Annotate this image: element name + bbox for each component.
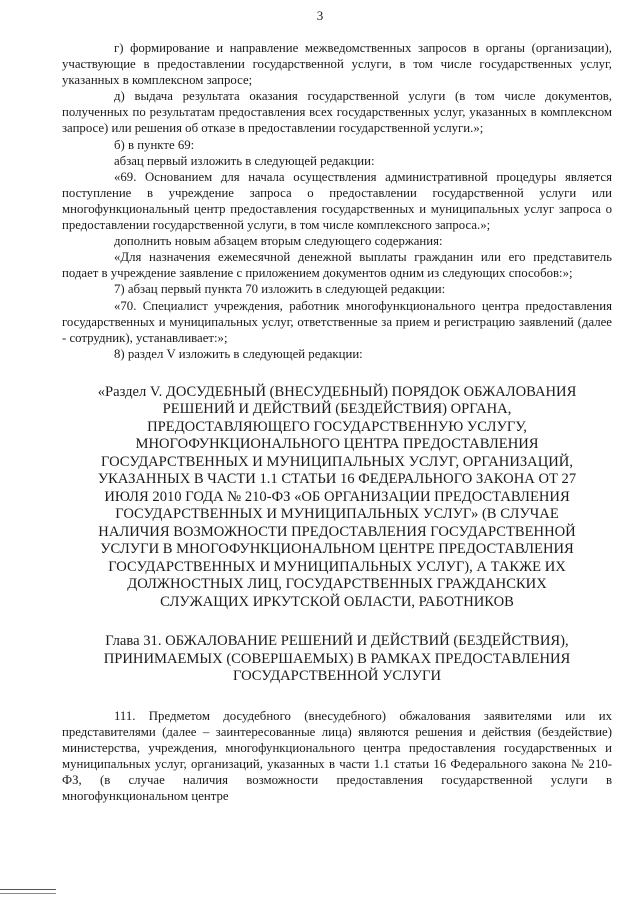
section-heading: «Раздел V. ДОСУДЕБНЫЙ (ВНЕСУДЕБНЫЙ) ПОРЯДОК ОБЖАЛОВАНИЯ РЕШЕНИЙ И ДЕЙСТВИЙ (БЕЗДЕЙСТВИЯ) ОРГАНА, ПРЕДОСТАВЛЯЮЩЕГО ГОСУДАРСТВЕННУЮ УСЛУГУ, МНОГОФУНКЦИОНАЛЬНОГО ЦЕНТРА ПРЕДОСТАВЛЕНИЯ ГОСУДАРСТВЕННЫХ И МУНИЦИПАЛЬНЫХ УСЛУГ, ОРГАНИЗАЦИЙ, УКАЗАННЫХ В ЧАСТИ 1.1 СТАТЬИ 16 ФЕДЕРАЛЬНОГО ЗАКОНА ОТ 27 ИЮЛЯ 2010 ГОДА № 210-ФЗ «ОБ ОРГАНИЗАЦИИ ПРЕДОСТАВЛЕНИЯ ГОСУДАРСТВЕННЫХ И МУНИЦИПАЛЬНЫХ УСЛУГ» (В СЛУЧАЕ НАЛИЧИЯ ВОЗМОЖНОСТИ ПРЕДОСТАВЛЕНИЯ ГОСУДАРСТВЕННОЙ УСЛУГИ В МНОГОФУНКЦИОНАЛЬНОМ ЦЕНТРЕ ПРЕДОСТАВЛЕНИЯ ГОСУДАРСТВЕННЫХ И МУНИЦИПАЛЬНЫХ УСЛУГ), А ТАКЖЕ ИХ ДОЛЖНОСТНЫХ ЛИЦ, ГОСУДАРСТВЕННЫХ ГРАЖДАНСКИХ СЛУЖАЩИХ ИРКУТСКОЙ ОБЛАСТИ, РАБОТНИКОВ — [97, 383, 577, 610]
paragraph-item-7: 7) абзац первый пункта 70 изложить в следующей редакции: — [114, 282, 446, 297]
paragraph-70: «70. Специалист учреждения, работник многофункционального центра предоставления государственных и муниципальных услуг, ответственные за прием и регистрацию заявлений (далее - сотрудник), устанавливает:»; — [62, 298, 612, 345]
paragraph-abzac-first: абзац первый изложить в следующей редакции: — [114, 153, 375, 168]
chapter-heading: Глава 31. ОБЖАЛОВАНИЕ РЕШЕНИЙ И ДЕЙСТВИЙ (БЕЗДЕЙСТВИЯ), ПРИНИМАЕМЫХ (СОВЕРШАЕМЫХ) В РАМКАХ ПРЕДОСТАВЛЕНИЯ ГОСУДАРСТВЕННОЙ УСЛУГИ — [103, 633, 571, 685]
page-number: 3 — [316, 8, 324, 23]
footer-divider — [0, 889, 56, 890]
paragraph-item-d: д) выдача результата оказания государственной услуги (в том числе документов, полученных по результатам предоставления всех государственных услуг, указанных в комплексном запросе) или решения об отказе в предоставлении государственной услуги.»; — [62, 89, 612, 136]
paragraph-item-6: б) в пункте 69: — [114, 137, 195, 152]
paragraph-69: «69. Основанием для начала осуществления административной процедуры является поступление в учреждение запроса о предоставлении государственной услуги или многофункциональный центр предоставления государственных и муниципальных услуг запроса о предоставлении государственной услуги, в том числе комплексного запроса.»; — [62, 169, 612, 233]
paragraph-monthly-payment: «Для назначения ежемесячной денежной выплаты гражданин или его представитель подает в учреждение заявление с приложением документов одним из следующих способов:»; — [62, 250, 612, 281]
paragraph-add-second: дополнить новым абзацем вторым следующего содержания: — [114, 234, 443, 249]
paragraph-item-8: 8) раздел V изложить в следующей редакции: — [114, 346, 363, 361]
paragraph-item-g: г) формирование и направление межведомственных запросов в органы (организации), участвующие в предоставлении государственной услуги, в том числе государственных услуг, указанных в комплексном запросе; — [62, 41, 612, 88]
document-body — [62, 40, 612, 804]
footer-divider-secondary — [0, 893, 56, 894]
paragraph-111: 111. Предметом досудебного (внесудебного) обжалования заявителями или их представителями (далее – заинтересованные лица) являются решения и действия (бездействие) министерства, учреждения, многофункционального центра предоставления государственных и муниципальных услуг, организаций, указанных в части 1.1 статьи 16 Федерального закона № 210-ФЗ, (в случае наличия возможности предоставления государственной услуги в многофункциональном центре — [62, 708, 612, 804]
